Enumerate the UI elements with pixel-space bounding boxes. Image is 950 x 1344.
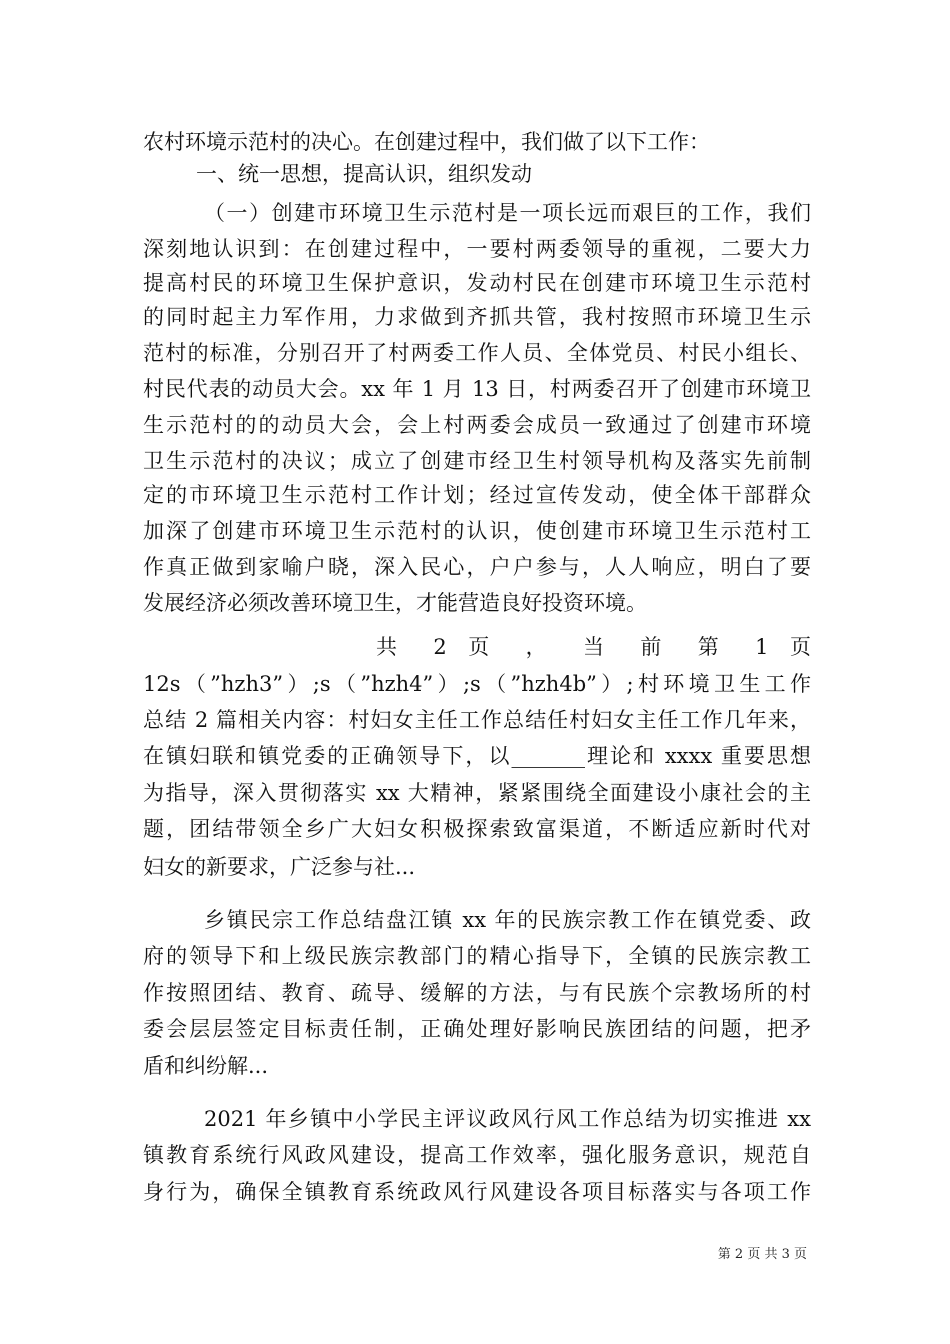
text-line: 村民代表的动员大会。xx 年 1 月 13 日，村两委召开了创建市环境卫 (143, 377, 811, 401)
page-counter: 共 2 页 ， 当 前 第 1 页 (376, 635, 811, 659)
text-line: 盾和纠纷解... (143, 1054, 269, 1078)
text-line: 府的领导下和上级民族宗教部门的精心指导下，全镇的民族宗教工 (143, 944, 811, 968)
text-line: 为指导，深入贯彻落实 xx 大精神，紧紧围绕全面建设小康社会的主 (143, 781, 811, 805)
text-line: 委会层层签定目标责任制，正确处理好影响民族团结的问题，把矛 (143, 1017, 811, 1041)
text-line: 作真正做到家喻户晓，深入民心，户户参与，人人响应，明白了要 (143, 555, 811, 579)
text-line: 提高村民的环境卫生保护意识，发动村民在创建市环境卫生示范村 (143, 271, 811, 295)
text-line: 总结 2 篇相关内容：村妇女主任工作总结任村妇女主任工作几年来， (143, 708, 811, 732)
text-line: 加深了创建市环境卫生示范村的认识，使创建市环境卫生示范村工 (143, 519, 811, 543)
text-line: 发展经济必须改善环境卫生，才能营造良好投资环境。 (143, 591, 647, 615)
text-line: 在镇妇联和镇党委的正确领导下，以_______理论和 xxxx 重要思想 (143, 744, 811, 768)
text-line: 的同时起主力军作用，力求做到齐抓共管，我村按照市环境卫生示 (143, 305, 811, 329)
text-line: 镇教育系统行风政风建设，提高工作效率，强化服务意识，规范自 (143, 1143, 811, 1167)
text-line: 深刻地认识到：在创建过程中，一要村两委领导的重视，二要大力 (143, 237, 811, 261)
text-line: 定的市环境卫生示范村工作计划；经过宣传发动，使全体干部群众 (143, 483, 811, 507)
text-line: 农村环境示范村的决心。在创建过程中，我们做了以下工作： (143, 130, 710, 154)
text-line: 身行为，确保全镇教育系统政风行风建设各项目标落实与各项工作 (143, 1180, 811, 1204)
text-line: 题，团结带领全乡广大妇女积极探索致富渠道，不断适应新时代对 (143, 817, 811, 841)
text-line: 2021 年乡镇中小学民主评议政风行风工作总结为切实推进 xx (204, 1107, 811, 1131)
text-line: 卫生示范村的决议；成立了创建市经卫生村领导机构及落实先前制 (143, 449, 811, 473)
page-footer: 第 2 页 共 3 页 (717, 1247, 807, 1262)
text-line: 12s（”hzh3”）;s（”hzh4”）;s（”hzh4b”）;村环境卫生工作 (143, 672, 811, 696)
text-line: 乡镇民宗工作总结盘江镇 xx 年的民族宗教工作在镇党委、政 (204, 908, 811, 932)
text-line: 作按照团结、教育、疏导、缓解的方法，与有民族个宗教场所的村 (143, 981, 811, 1005)
text-line: 妇女的新要求，广泛参与社... (143, 855, 416, 879)
section-heading: 一、统一思想，提高认识，组织发动 (196, 162, 532, 186)
text-line: （一）创建市环境卫生示范村是一项长远而艰巨的工作，我们 (204, 201, 811, 225)
text-line: 范村的标准，分别召开了村两委工作人员、全体党员、村民小组长、 (143, 341, 811, 365)
text-line: 生示范村的的动员大会，会上村两委会成员一致通过了创建市环境 (143, 413, 811, 437)
